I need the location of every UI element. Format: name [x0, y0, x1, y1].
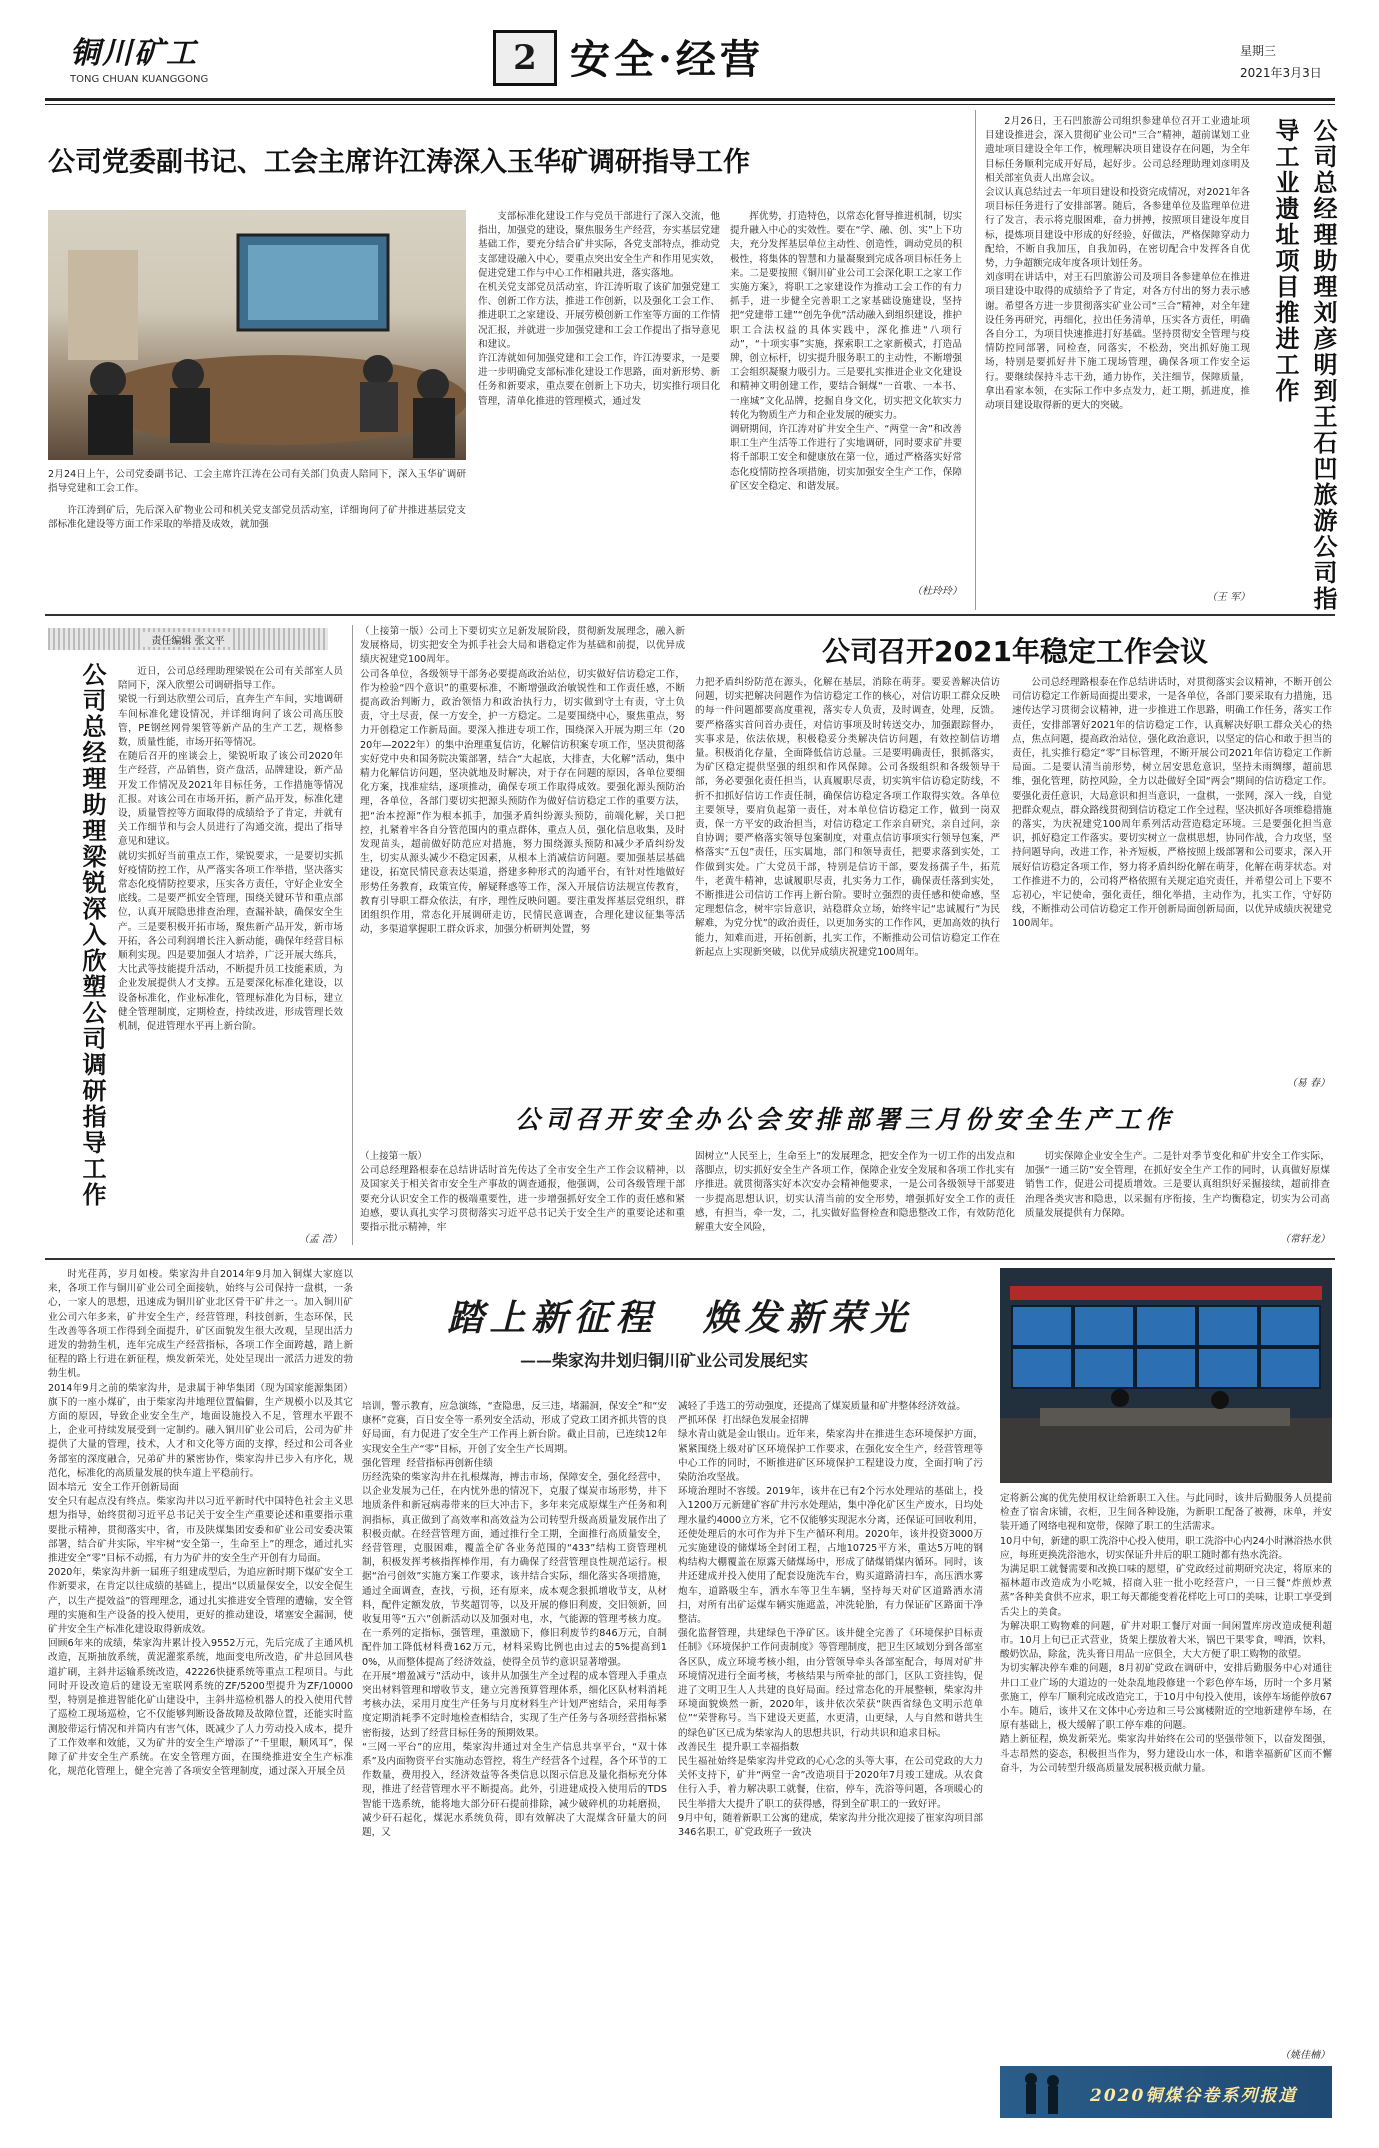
article-6-headline	[370, 1290, 990, 1341]
header-weekday: 星期三	[1240, 44, 1277, 58]
article-6-column-1: 时光荏苒，岁月如梭。柴家沟井自2014年9月加入铜煤大家庭以来，各项工作与铜川矿业公司全面接轨，始终与公司保持一盘棋，一条心，一家人的思想，迅速成为铜川矿业北区骨干矿井之一。加入铜川矿业公司六年多来，矿井安全生产，经营管理，科技创新，生态环保，民生改善等各项工作得到全面提升，矿区面貌发生很大改观，呈现出活力迸发的勃勃生机，连年完成生产经营指标，各项工作全面跨越，踏上新征程的路上行进在新征程，焕发新荣光，处处呈现出一派活力迸发的勃勃生机。 2014年9月之前的柴家沟井，是隶属于神华集团（现为国家能源集团）旗下的一座小煤矿，由于柴家沟井地理位置偏僻，生产规模小以及其它方面的原因，导致企业安全生产，地面设施投入不足，管理水平跟不上，企业可持续发展受到一定制约。融入铜川矿业公司后，公司为矿井提供了大量的管理，技术，人才和文化等方面的支撑，经过和公司各业务部室的深度融合，兄弟矿井的紧密协作，柴家沟井已步入有序化，规范化，标准化的高质量发展的快车道上平稳前行。 固本培元 安全工作开创新局面 安全只有起点没有终点。柴家沟井以习近平新时代中国特色社会主义思想为指导，始终贯彻习近平总书记关于安全生产重要论述和重要指示重要批示精神，贯彻落实中，省，市及陕煤集团安委和矿业公司安委决策部署，结合矿井实际，牢牢树“安全第一，生命至上”的理念，通过扎实推进安全“零”目标不动摇，有力为矿井的安全生产开创有力局面。 2020年，柴家沟井新一届班子组建成型后，为追应新时期下煤矿安全工作新要求，在肯定以往成绩的基础上，提出“以质量保安全，以安全促生产，以生产提效益”的管理理念，通过扎实推进安全管理的遭输，安全管理的实施和生产设备的投入使用，更好的推动建设，堵塞安全漏洞，使矿井安全生产标准化建设取得新成效。 回顾6年来的成绩，柴家沟井累计投入9552万元，先后完成了主通风机改造，瓦斯抽放系统，黄泥灌浆系统，地面变电所改造，矿井总回风巷道扩刷，主斜井运输系统改造，42226快捷系统等重点工程项目。与此同时开设改造后的建设无室联网系统的ZF/5200型提升为ZF/10000型，特别是推进智能化矿山建设中，主斜井巡检机器人的投入使用代替了巡检工现场巡检，它不仅能够判断设备故障及故障位置，还能实时监测胶带运行情况和并筒内有害气体，既减少了人力劳动投入成本，提升了工作效率和效能，又为矿井的安全生产增添了“千里眼，顺风耳”，保障了矿井安全生产系统。在安全管理方面，在围绕推进安全生产标准化，规范化管理上，健全完善了各项安全管理制度，通过深入开展全员	[48, 1269, 353, 1778]
article-4-column-2: 力把矛盾纠纷防范在源头，化解在基层，消除在萌芽。要妥善解决信访问题，切实把解决问题作为信访稳定工作的核心，对信访职工群众反映的每一件问题都要高度重视，落实专人负责，及时调查，处理，反馈。要严格落实首问首办责任，对信访事项及时转送交办，加强跟踪督办，实事求是，依法依规，积极稳妥分类解决信访问题，有效控制信访增量。积极消化存量，全面降低信访总量。三是要明确责任，狠抓落实，为矿区稳定提供坚强的组织和作风保障。公司各级组织和各级领导干部，务必要强化责任担当，认真履职尽责，切实筑牢信访稳定防线，不折不扣抓好信访工作责任制，确保信访稳定各项工作取得实效。各单位主要领导，要肩负起第一责任，对本单位信访稳定工作，做到一岗双责，保一方平安的政治担当，对信访稳定工作亲自研究，亲自过问，亲自协调；要严格落实领导包案制度，对重点信访事项实行领导包案，严格落实“五包”责任，压实属地，部门和领导责任，把要求落到实处，工作做到实处。广大党员干部，特别是信访干部，要发扬孺子牛，拓荒牛，老黄牛精神，忠诚履职尽责，扎实务力工作，确保责任落到实处，不断推进公司信访工作再上新台阶。要时立强烈的责任感和使命感，坚定理想信念，树牢宗旨意识，站稳群众立场，始终牢记“忠诚履行”为民解难，为党分忧”的政治责任，以更加务实的工作作风，更加高效的执行能力，知难而进，开拓创新，扎实工作，不断推动公司信访稳定工作在新起点上实现新突破，以优异成绩庆祝建党100周年。	[695, 677, 1000, 958]
separator-1	[45, 614, 1335, 616]
article-3-title: 公司总经理助理梁锐深入欣塑公司调研指导工作	[78, 662, 107, 1208]
article-5-column-1: （上接第一版） 公司总经理路根泰在总结讲话时首先传达了全市安全生产工作会议精神，以及国家关于相关省市安全生产事故的调查通报，他强调，公司各级管理干部要充分认识安全工作的极端重要性，进一步增强抓好安全工作的责任感和紧迫感，要认真扎实学习贯彻落实习近平总书记关于安全生产的重要论述和重要指示批示精神，牢	[360, 1151, 685, 1234]
article-6-byline: （姚佳楠）	[1280, 2050, 1330, 2061]
article-1-caption: 2月24日上午，公司党委副书记、工会主席许江涛在公司有关部门负责人陪同下，深入玉华矿调研指导党建和工会工作。	[48, 469, 466, 495]
article-1-byline: （杜玲玲）	[912, 586, 962, 597]
meeting-room-illustration	[48, 210, 466, 460]
article-5-title: 公司召开安全办公会安排部署三月份安全生产工作	[514, 1105, 1175, 1134]
series-banner	[1000, 2066, 1332, 2118]
article-2-byline: （王 军）	[1206, 592, 1250, 603]
article-6-subtitle: ——柴家沟井划归铜川矿业公司发展纪实	[520, 1351, 809, 1370]
header-date: 2021年3月3日	[1240, 66, 1322, 80]
editor-credit-bar	[48, 628, 328, 650]
series-banner-text: 2020铜煤谷卷系列报道	[1090, 2086, 1298, 2106]
article-6-column-3: 减轻了手选工的劳动强度，还提高了煤炭质量和矿井整体经济效益。 严抓环保 打出绿色发展金招牌 绿水青山就是金山银山。近年来，柴家沟井在推进生态环境保护方面，紧紧围绕上级对矿区环境保护工作要求，在强化安全生产，经营管理等中心工作的同时，不断推进矿区环境保护工程建设力度，全面打响了污染防治攻坚战。 环境治理时不容缓。2019年，该井在已有2个污水处理站的基础上，投入1200万元新建矿容矿井污水处理站，集中净化矿区生产废水，日均处理水量约4000立方米，它不仅能够实现泥水分离，还保证可回收利用，还使处理后的水可作为并下生产循环利用。2020年，该井投资3000万元实施建设的储煤场全封闭工程，占地10725平方米，重达5万吨的钢构结构大棚覆盖在原露天储煤场中，形成了储煤销煤内循环。同时，该井还建成并投入使用了配套设施洗车台，购买道路清扫车，高压洒水雾炮车，道路吸尘车，洒水车等卫生车辆，坚持每天对矿区道路洒水清扫，对所有出矿运煤车辆实施遮盖，冲洗轮胎，有力保证矿区路面干净整洁。 强化监督管理，共建绿色干净矿区。该井健全完善了《环境保护目标责任制》《环境保护工作问责制度》等管理制度，把卫生区域划分到各部室各区队，成立环境考核小组，由分管领导牵头各部室配合，每周对矿井环境情况进行全面考核，考核结果与所牵扯的部门，区队工资挂钩，促进了文明卫生人人共建的良好局面。经过常态化的开展整顿，柴家沟井环境面貌焕然一新，2020年，该井依次荣获“陕西省绿色文明示范单位”“荣誉称号。当下建设天更蓝，水更清，山更绿，人与自然和谐共生的绿色矿区已成为柴家沟人的思想共识，行动共识和追求目标。 改善民生 提升职工幸福指数 民生福祉始终是柴家沟井党政的心心念的头等大事，在公司党政的大力关怀支持下，矿井“两堂一舍”改造项目于2020年7月竣工建成。从农食住行入手，着力解决职工就餐，住宿，停车，洗浴等问题，各项暖心的民生举措大大提升了职工的获得感，得到全矿职工的一致好评。 9月中旬，随着新职工公寓的建成，柴家沟井分批次迎接了崔家沟项目部346名职工，矿党政班子一致决	[678, 1401, 983, 1839]
masthead-block	[70, 28, 330, 88]
article-2-divider	[975, 110, 976, 610]
header-rule-thick	[45, 98, 1335, 101]
article-6-column-2: 培训，警示教育，应急演练，“查隐患，反三违，堵漏洞，保安全”和“安康杯”竞赛，百日安全等一系列安全活动，形成了党政工团齐抓共管的良好局面，有力促进了安全生产工作再上新台阶。截止目前，已连续12年实现安全生产“零”目标，开创了安全生产长周期。 强化管理 经营指标再创新佳绩 历经洗染的柴家沟井在扎根煤海，搏击市场，保障安全，强化经营中，以企业发展为己任，在内忧外患的情况下，克服了煤炭市场形势，井下地质条件和新冠病毒带来的巨大冲击下，多年来完成原煤生产任务和利润指标，真正做到了高效率和高效益为公司转型升级高质量发展作出了积极贡献。在经营管理方面，通过推行全工期，全面推行高质量安全，经营管理，克服困难，覆盖全矿各业务范围的“433”结构工资管理机制，积极发挥考核指挥棒作用，有力确保了经营管理良性规范运行。根据“治弓创效”实施方案工作要求，该井结合实际，细化落实各项措施，通过全面调查，查找，亏损，还有原来，成本观念狠抓增收节支，从材料，配件定额发放，节奖超罚等，以及开展的修旧利废，交旧领新，回收复用等“五六”创新活动以及加强对电，水，气能源的管理考核力度。在一系列的定指标，强管理，重激励下，修旧利废节约846万元，自制配件加工降低材料费162万元，材料采购比例也由过去的5%提高到10%，从而整体提高了经济效益，使得全员节约意识显著增强。 在开展“增盈减亏”活动中，该井从加强生产全过程的成本管理入手重点突出材料管理和增收节支，建立完善预算管理体系，细化区队材料消耗考核办法，采用月度生产任务与月度材料生产计划严密结合，采用每季度定期消耗季不定时地检查相结合，实现了生产任务与各项经营指标紧密衔接，达到了经营目标任务的预期效果。 “三网一平台”的应用，柴家沟井通过对全生产信息共享平台，“双十体系”及内面物资平台实施动态管控，将生产经营各个过程，各个环节的工作数量，费用投入，经济效益等各类信息以图示信息及量化指标充分体现，推进了经营管理水平不断提高。此外，引进建成投入使用后的TDS智能干选系统，能将地大部分矸石提前排除，减少破碎机的功耗磨损，减少矸石起化，煤泥水系统负荷，即有效解决了大混煤含矸量大的问题，又	[362, 1401, 667, 1839]
page-number-box	[493, 30, 557, 86]
article-6-photo-control-room	[1000, 1268, 1332, 1483]
article-1-column-3: 挥优势，打造特色，以常态化督导推进机制，切实提升融入中心的实效性。要在“学、融、创、实”上下功夫，充分发挥基层单位主动性、创造性，调动党员的积极性，将集体的智慧和力量凝聚到完成各项目标任务上来。二是要按照《铜川矿业公司工会深化职工之家工作实施方案》，将职工之家建设作为推动工会工作的有力抓手，进一步健全完善职工之家基础设施建设，坚持把“党建带工建”“创先争优”活动融入到组织建设，推护职工合法权益的具体实践中，深化推进“八项行动”，“十项实事”实施，探索职工之家新模式，打造品牌，创立标杆，切实提升服务职工的主动性，不断增强工会组织凝聚力吸引力。三是要扎实推进企业文化建设和精神文明创建工作，要结合铜煤“一首歌、一本书、一座城”文化品牌，挖掘自身文化，切实把文化软实力转化为物质生产力和企业发展的硬实力。 调研期间，许江涛对矿井安全生产、“两堂一舍”和改善职工生产生活等工作进行了实地调研，同时要求矿井要将千部职工安全和健康放在第一位，通过严格落实好常态化疫情防控各项措施，切实加强安全生产工作，保障矿区安全稳定、和谐发展。	[730, 211, 962, 492]
article-2-body: 2月26日，王石凹旅游公司组织参建单位召开工业遗址项目建设推进会，深入贯彻矿业公司“三合”精神，超前谋划工业遗址项目建设全年工作，梳理解决项目建设存在问题，为全年目标任务顺利完成开好局，起好步。公司总经理助理刘彦明及相关部室负责人出席会议。 会议认真总结过去一年项目建设和投资完成情况，对2021年各项目标任务进行了安排部署。随后，各参建单位及监理单位进行了发言，表示将克服困难，奋力拼搏，按照项目建设年度目标，提炼项目建设中形成的好经验，好做法，严格保障穿动力配给，不断自我加压，自我加码，在密切配合中发挥各自优势，力争超额完成年度各项计划任务。 刘彦明在讲话中，对王石凹旅游公司及项目各参建单位在推进项目建设中取得的成绩给予了肯定，对各方付出的努力表示感谢。希望各方进一步贯彻落实矿业公司“三合”精神，对全年建设任务再研究，再细化，拉出任务清单，压实各方责任，明确各自分工，为项目快速推进打好基础。坚持贯彻安全管理与疫情防控同部署，同检查，同落实，不松劲，突出抓好施工现场，特别是要抓好井下施工现场管理，确保各项工作安全运行。要继续保持斗志干劲，通力协作，关注细节，保障质量，拿出看家本领，在实际工作中多点发力，赶工期，抓进度，推动项目建设取得新的更大的突破。	[985, 116, 1250, 412]
article-6-column-4: 定将新公寓的优先使用权让给新职工入住。与此同时，该井后勤服务人员提前检查了宿舍床铺，衣柜，卫生间各种设施，为新职工配备了被褥，床单，并安装开通了网络电视和宽带，保障了职工的生活需求。 10月中旬，新建的职工洗浴中心投入使用，职工洗浴中心内24小时淋浴热水供应，每班更换洗浴池水，切实保证升井后的职工随时都有热水洗浴。 为满足职工就餐需要和改换口味的愿望，矿党政经过前期研究决定，将原来的福林超市改造成为小吃城，招商入驻一批小吃经营户，一日三餐“炸煎炒煮蒸”各种美食供不应求，职工每天都能变着花样吃上可口的美味，让职工享受到舌尖上的美食。 为解决职工购物难的问题，矿井对职工餐厅对面一间闲置库房改造成便利超市。10月上旬已正式营业，货架上摆放着大米，锅巴干果零食，啤酒，饮料，酸奶饮品，除盆，洗头膏日用品一应俱全，大大方便了职工购物的欲望。 为切实解决停车难的问题，8月初矿党政在调研中，安排后勤服务中心对通往井口工业广场的大道边的一处杂乱地段修建一个彩色停车场，历时一个多月紧张施工，停车厂顺利完成改造完工，于10月中旬投入使用，该停车场能停放67小车。随后，该井又在文体中心旁边和三号公寓楼附近的空地新建停车场，在原有基础上，极大缓解了职工停车难的问题。 踏上新征程，焕发新荣光。柴家沟井始终在公司的坚强带领下，以奋发图强，斗志昂然的姿态，积极担当作为，努力建设山水一体，和谐幸福新矿区而不懈奋斗，为公司转型升级高质量发展积极贡献力量。	[1000, 1493, 1332, 1774]
editor-credit: 责任编辑 张文平	[143, 632, 232, 647]
article-4-byline: （易 春）	[1286, 1078, 1330, 1089]
header-rule-thin	[45, 104, 1335, 105]
article-6-title-part-2: 焕发新荣光	[702, 1297, 913, 1339]
article-1-photo	[48, 210, 466, 460]
masthead-english: TONG CHUAN KUANGGONG	[70, 74, 209, 85]
page-number: 2	[513, 38, 537, 78]
control-room-illustration	[1000, 1268, 1332, 1483]
article-4-column-1: （上接第一版）公司上下要切实立足新发展阶段，贯彻新发展理念，融入新发展格局，切实把安全为抓手社会大局和谐稳定作为基础和前提，以优异成绩庆祝建党100周年。 公司各单位，各级领导干部务必要提高政治站位，切实做好信访稳定工作，作为检验“四个意识”的重要标准，不断增强政治敏锐性和工作责任感，不断提高政治判断力，政治领悟力和政治执行力，切实做到守土有责，守土负责，守土尽责，保一方安全，护一方稳定。二是要围绕中心，聚焦重点，努力开创稳定工作新局面。要深入推进专项工作，围绕深入开展为期三年（2020年—2022年）的集中治理重复信访，化解信访积案专项工作，坚决贯彻落实好党中央和国务院决策部署，结合“大起底，大排查，大化解”活动，集中精力化解信访问题，坚决就地及时解决，对于存在问题的原因，各单位要细化方案，找准症结，逐项推动，确保专项工作取得成效。要强化源头预防治理，各单位，各部门要切实把源头预防作为做好信访稳定工作的重要方法，把“治本控源”作为根本抓手，加强矛盾纠纷源头预防，前端化解，关口把控，扎紧着牢各自分管范围内的重点群体，重点人员，强化信息收集，及时发现苗头，超前做好防范应对措施，努力围绕源头预防和减少矛盾纠纷发生，切实从源头减少不稳定因素，从根本上消减信访问题。要加强基层基础建设，拓宽民情民意表达渠道，搭建多种形式的沟通平台，有针对性地做好形势任务教育，政策宣传，解疑释惑等工作，深入开展信访法规宣传教育，教育引导职工群众依法，有序，理性反映问题。要注重发挥基层党组织，群团组织作用，常态化开展调研走访，民情民意调查，合理化建议征集等活动，多渠道掌握职工群众诉求，加强分析研判处置，努	[360, 626, 685, 936]
article-3-byline: （孟 浩）	[298, 1234, 342, 1245]
article-3-body: 近日，公司总经理助理梁锐在公司有关部室人员陪同下，深入欣塑公司调研指导工作。 梁锐一行到达欣塑公司后，直奔生产车间，实地调研车间标准化建设情况，并详细询问了该公司高压胶管，PE钢丝网骨架管等新产品的生产工艺，规格参数，质量性能，市场开拓等情况。 在随后召开的座谈会上，梁锐听取了该公司2020年生产经营，产品销售，资产盘活，品牌建设，新产品开发工作情况及2021年目标任务，工作措施等情况汇报。对该公司在市场开拓，新产品开发，标准化建设，质量管控等方面取得的成绩给予了肯定，并就有关工作细节和与会人员进行了沟通交流，提出了指导意见和建议。 就切实抓好当前重点工作，梁锐要求，一是要切实抓好疫情防控工作，从严落实各项工作举措，坚决落实常态化疫情防控要求，压实各方责任，守好企业安全底线。二是要严抓安全管理，围绕关键环节和重点部位，认真开展隐患排查治理，查漏补缺，确保安全生产。三是要积极开拓市场，聚焦新产品开发，新市场开拓，各公司利润增长注入新动能，确保年经营目标顺利实现。四是要加强人才培养，广泛开展大练兵，大比武等技能提升活动，不断提升员工技能素质，为企业发展提供人才支撑。五是要深化标准化建设，以设备标准化，作业标准化，管理标准化为目标，建立健全管理制度，定期检查，持续改进，形成管理长效机制，促进管理水平再上新台阶。	[118, 666, 343, 1033]
article-4-column-3: 公司总经理路根泰在作总结讲话时，对贯彻落实会议精神，不断开创公司信访稳定工作新局面提出要求，一是各单位，各部门要采取有力措施，迅速传达学习贯彻会议精神，进一步推进工作思路，明确工作任务，落实工作责任，安排部署好2021年的信访稳定工作，认真解决好职工群众关心的热点，焦点问题，提高政治站位，强化政治意识，以坚定的信心和敢于担当的责任，扎实推行稳定“零”目标管理，不断开展公司2021年信访稳定工作新局面。二是要认清当前形势，树立居安思危意识，坚持未雨绸缪，超前思维，强化管理，防控风险，全力以赴做好全国“两会”期间的信访稳定工作。要强化责任意识，大局意识和担当意识，一盘棋，一张网，深入一线，自觉把群众观点，群众路线贯彻到信访稳定工作全过程，坚决抓好各项维稳措施的落实，为庆祝建党100周年系列活动营造稳定环境。三是要强化担当意识，抓好稳定工作落实。要切实树立一盘棋思想，协同作战，合力攻坚，坚持问题导向，改进工作，补齐短板，严格按照上级部署和公司要求，深入开展好信访稳定各项工作，努力将矛盾纠纷化解在萌芽，化解在萌芽状态。对工作推进不力的，公司将严格依照有关规定追究责任，并希望公司上下要不忘初心，牢记使命，强化责任，细化举措，主动作为，扎实工作，守好防线，不断推动公司信访稳定工作开创新局面创新局面，以优异成绩庆祝建党100周年。	[1012, 677, 1332, 930]
article-1-column-1: 许江涛到矿后，先后深入矿物业公司和机关党支部党员活动室，详细询问了矿井推进基层党支部标准化建设等方面工作采取的举措及成效，就加强	[48, 505, 466, 531]
miner-statue-icon	[1008, 2066, 1088, 2118]
masthead-title: 铜川矿工	[70, 36, 198, 71]
article-6-title-part-1: 踏上新征程	[447, 1297, 658, 1339]
article-5-byline: （常轩龙）	[1280, 1234, 1330, 1245]
article-5-column-2: 固树立“人民至上，生命至上”的发展理念，把安全作为一切工作的出发点和落脚点，切实抓好安全生产各项工作，保障企业安全发展和各项工作扎实有序推进。就贯彻落实好本次安办会精神他要求，一是公司各级领导干部要进一步提高思想认识，切实认清当前的安全形势，增强抓好安全工作的责任感，有担当，牵一发，二，扎实做好监督检查和隐患整改工作，有效防范化解重大安全风险，	[695, 1151, 1015, 1234]
article-1-column-2: 支部标准化建设工作与党员干部进行了深入交流，他指出，加强党的建设，聚焦服务生产经营，夯实基层党建基础工作，要充分结合矿井实际，各党支部特点，推动党支部建设融入中心，要重点突出安全生产和作用见实效，促进党建工作与中心工作相融共进，落实落地。 在机关党支部党员活动室，许江涛听取了该矿加强党建工作、创新工作方法，推进工作创新，以及强化工会工作、推进职工之家建设、开展劳模创新工作室等方面的工作情况汇报，并就进一步加强党建和工会工作提出了指导意见和建议。 许江涛就如何加强党建和工会工作，许江涛要求，一是要进一步明确党支部标准化建设工作思路，面对新形势、新任务和新要求，重点要在创新上下功夫，切实推行项目化管理，清单化推进的管理模式，通过发	[478, 211, 720, 407]
article-2-title: 公司总经理助理刘彦明到王石凹旅游公司指导工业遗址项目推进工作	[1271, 118, 1338, 612]
separator-2	[45, 1258, 1335, 1260]
article-3-divider	[352, 625, 353, 1245]
article-5-column-3: 切实保障企业安全生产。二是针对季节变化和矿井安全工作实际，加强“一通三防”安全管理，在抓好安全生产工作的同时，认真做好原煤销售工作，促进公司提质增效。三是要认真组织好采掘接续，超前排查治理各类灾害和隐患，以采掘有序衔接，生产均衡稳定，切实为公司高质量发展提供有力保障。	[1025, 1151, 1330, 1219]
article-1-title: 公司党委副书记、工会主席许江涛深入玉华矿调研指导工作	[48, 147, 750, 178]
article-4-title: 公司召开2021年稳定工作会议	[822, 635, 1208, 668]
section-title: 安全·经营	[570, 36, 764, 83]
